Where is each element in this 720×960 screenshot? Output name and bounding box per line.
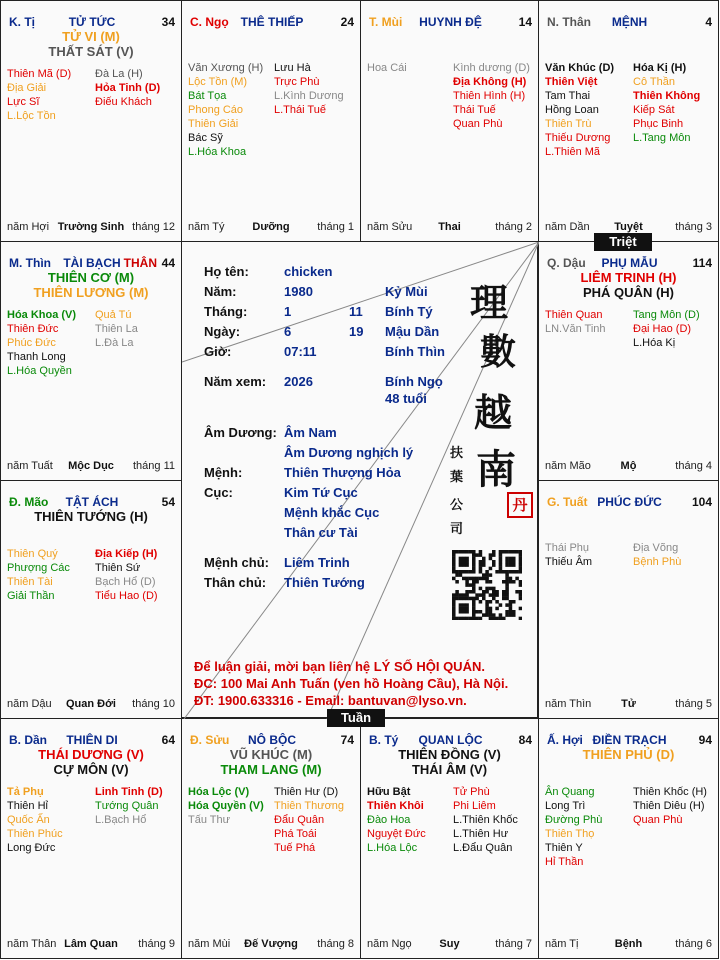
palace-header (547, 15, 712, 31)
palace-ngo[interactable] (181, 0, 361, 242)
year-label: năm Ngọ (367, 938, 412, 950)
star: Địa Giải (7, 82, 47, 94)
calligraphy-char-4: 南 (476, 446, 516, 493)
life-stage: Tử (621, 698, 636, 710)
star: Kiếp Sát (633, 104, 675, 116)
star: Kình dương (D) (453, 62, 530, 74)
palace-number: 64 (161, 733, 175, 747)
life-stage: Dưỡng (252, 221, 290, 233)
triet-marker: Triệt (594, 233, 652, 251)
palace-number: 74 (340, 733, 354, 747)
right-stars (95, 67, 160, 109)
left-stars (7, 308, 76, 378)
than-cu: Thân cư Tài (284, 525, 358, 540)
life-stage: Lâm Quan (64, 938, 118, 950)
star: Lưu Hà (274, 62, 311, 74)
star: Bác Sỹ (188, 132, 223, 144)
right-stars (633, 541, 681, 569)
palace-footer (7, 460, 175, 474)
star: Tuế Phá (274, 842, 316, 854)
star: Văn Xương (H) (188, 62, 264, 74)
main-star: THAM LANG (M) (220, 762, 322, 777)
palace-footer (545, 938, 712, 952)
palace-name: TỬ TỨC (68, 15, 116, 29)
star: Tiểu Hao (D) (95, 590, 158, 602)
star: L.Đà La (95, 337, 134, 349)
star: Hóa Quyền (V) (188, 800, 264, 812)
palace-footer (188, 221, 354, 235)
palace-number: 84 (518, 733, 532, 747)
right-stars (453, 61, 530, 131)
right-stars (274, 785, 344, 855)
month-label: tháng 2 (495, 221, 532, 233)
year-label: năm Mùi (188, 938, 231, 950)
star: Thiếu Âm (545, 556, 593, 568)
palace-name: TẬT ÁCH (65, 495, 119, 509)
life-stage: Suy (439, 938, 460, 950)
star: Địa Không (H) (453, 76, 527, 88)
star: Thái Phụ (545, 542, 590, 554)
year-label: năm Dần (545, 221, 590, 233)
palace-mui[interactable] (360, 0, 539, 242)
info-value: 6 (284, 324, 292, 339)
palace-branch: G. Tuất (547, 495, 588, 509)
star: Đẩu Quân (274, 814, 325, 826)
star: L.Hóa Khoa (188, 146, 247, 158)
star: Hồng Loan (545, 104, 599, 116)
palace-number: 104 (691, 495, 712, 509)
star: Đại Hao (D) (633, 323, 692, 335)
star: Phong Cáo (188, 104, 244, 116)
star: Hoa Cái (367, 62, 407, 74)
month-label: tháng 3 (675, 221, 712, 233)
right-stars (453, 785, 518, 855)
palace-name: THIÊN DI (66, 733, 118, 747)
contact-address: ĐC: 100 Mai Anh Tuấn (ven hồ Hoàng Cầu), Hà Nội. (194, 676, 509, 691)
palace-name: ĐIỀN TRẠCH (592, 733, 667, 747)
palace-number: 24 (340, 15, 354, 29)
palace-suu[interactable] (181, 718, 361, 959)
star: Tướng Quân (95, 800, 159, 812)
star: Quan Phù (453, 118, 503, 130)
info-label: Ngày: (204, 324, 241, 339)
life-stage: Thai (438, 221, 461, 233)
left-stars (367, 785, 426, 855)
star: Tam Thai (545, 90, 591, 102)
star: Hóa Kị (H) (633, 62, 687, 74)
than-chu-label: Thân chủ: (204, 575, 267, 590)
star: Thiên Quan (545, 309, 603, 321)
palace-name: NÔ BỘC (248, 733, 296, 747)
star: Thiếu Dương (545, 132, 611, 144)
right-stars (633, 61, 700, 145)
month-label: tháng 9 (138, 938, 175, 950)
life-stage: Trường Sinh (57, 221, 125, 233)
left-stars (7, 67, 71, 123)
year-label: năm Tý (188, 221, 225, 233)
star: Ân Quang (545, 786, 595, 798)
tuan-marker: Tuần (327, 709, 385, 727)
palace-header (547, 495, 712, 511)
star: Thiên Không (633, 90, 701, 102)
red-seal: 丹 (507, 492, 533, 518)
star: Long Đức (7, 842, 56, 854)
month-label: tháng 4 (675, 460, 712, 472)
palace-number: 34 (161, 15, 175, 29)
star: Cô Thần (633, 76, 675, 88)
main-star: THIÊN CƠ (M) (47, 270, 135, 285)
palace-number: 94 (698, 733, 712, 747)
info-can-chi: Bính Ngọ (385, 374, 443, 389)
side-char-1: 扶 (450, 446, 464, 461)
star: LN.Văn Tinh (545, 323, 606, 335)
palace-branch: Q. Dậu (547, 256, 586, 270)
star: Văn Khúc (D) (545, 62, 615, 74)
left-stars (188, 785, 264, 827)
left-stars (7, 785, 63, 855)
month-label: tháng 5 (675, 698, 712, 710)
life-stage: Bệnh (614, 938, 643, 950)
palace-branch: Ấ. Hợi (547, 733, 583, 747)
palace-branch: M. Thìn (9, 256, 51, 270)
palace-dau[interactable] (538, 241, 719, 481)
age-value: 48 tuổi (385, 391, 427, 406)
star: Địa Kiếp (H) (95, 548, 158, 560)
calligraphy-char-3: 越 (474, 390, 513, 435)
palace-name: THÊ THIẾP (240, 15, 304, 29)
star: Tấu Thư (188, 814, 231, 826)
menh-chu-label: Mệnh chủ: (204, 555, 269, 570)
year-label: năm Mão (545, 460, 591, 472)
left-stars (188, 61, 263, 159)
menh-value: Thiên Thượng Hỏa (284, 465, 401, 480)
left-stars (545, 541, 592, 569)
star: Thiên Hỉ (7, 800, 48, 812)
star: Thiên Đức (7, 323, 59, 335)
star: Bệnh Phù (633, 556, 682, 568)
month-label: tháng 8 (317, 938, 354, 950)
palace-name: TÀI BẠCH (63, 256, 121, 270)
info-label: Năm xem: (204, 374, 267, 389)
palace-branch: Đ. Sửu (190, 733, 230, 747)
palace-footer (545, 460, 712, 474)
right-stars (95, 785, 163, 827)
star: Quả Tú (95, 309, 132, 321)
palace-footer (367, 938, 532, 952)
info-can-chi: Mậu Dần (385, 324, 440, 339)
star: L.Hóa Quyền (7, 365, 72, 377)
main-star: TỬ VI (M) (62, 29, 120, 44)
info-value: 07:11 (284, 344, 317, 359)
palace-footer (367, 221, 532, 235)
star: Đà La (H) (95, 68, 143, 80)
year-label: năm Tuất (7, 460, 53, 472)
right-stars (274, 61, 344, 117)
main-star: CỰ MÔN (V) (53, 762, 129, 777)
main-star: LIÊM TRINH (H) (580, 270, 677, 285)
side-char-3: 公 (450, 498, 464, 513)
qr-code[interactable] (452, 550, 522, 620)
main-star: THIÊN ĐỒNG (V) (398, 747, 501, 762)
right-stars (633, 785, 707, 827)
palace-tuat[interactable] (538, 480, 719, 719)
star: Phục Binh (633, 118, 684, 130)
info-value: 1980 (284, 284, 313, 299)
star: Điếu Khách (95, 96, 152, 108)
calligraphy-char-2: 數 (480, 331, 517, 373)
palace-number: 4 (705, 15, 712, 29)
star: Thiên Mã (D) (7, 68, 72, 80)
right-stars (95, 547, 158, 603)
contact-line-1: Để luận giải, mời bạn liên hệ LÝ SỐ HỘI QUÁN. (194, 659, 485, 674)
star: Bát Tọa (188, 90, 227, 102)
life-stage: Mộc Dục (68, 460, 114, 472)
palace-footer (7, 938, 175, 952)
main-star: THIÊN TƯỚNG (H) (34, 509, 148, 524)
main-star: THÁI DƯƠNG (V) (38, 747, 144, 762)
main-star: THÁI ÂM (V) (411, 762, 488, 777)
palace-footer (7, 221, 175, 235)
palace-branch: N. Thân (547, 15, 591, 29)
info-value: chicken (284, 264, 333, 279)
main-star: THIÊN PHỦ (D) (582, 747, 675, 762)
than-marker: THÂN (123, 256, 157, 270)
left-stars (367, 61, 407, 75)
cuc-label: Cục: (204, 485, 233, 500)
left-stars (545, 308, 606, 336)
month-label: tháng 11 (132, 460, 175, 472)
star: Thanh Long (7, 351, 66, 363)
year-label: năm Dậu (7, 698, 52, 710)
star: Lực Sĩ (7, 96, 40, 108)
side-char-2: 葉 (450, 470, 464, 485)
cuc-value: Kim Tứ Cục (284, 485, 358, 500)
info-value: 1 (284, 304, 292, 319)
info-can-chi: Bính Tý (385, 304, 433, 319)
year-label: năm Thìn (545, 698, 592, 710)
star: Giải Thần (7, 590, 55, 602)
info-can-chi: Kỷ Mùi (385, 284, 428, 299)
palace-ti[interactable] (0, 0, 182, 242)
star: Thiên La (95, 323, 138, 335)
star: Thiên Thọ (545, 828, 595, 840)
info-label: Giờ: (204, 344, 232, 359)
palace-mao[interactable] (0, 480, 182, 719)
palace-footer (7, 698, 175, 712)
month-label: tháng 7 (495, 938, 532, 950)
menh-label: Mệnh: (204, 465, 243, 480)
calligraphy-char-1: 理 (470, 280, 509, 325)
palace-name: PHỤ MẪU (601, 256, 658, 270)
menh-chu-value: Liêm Trinh (284, 555, 350, 570)
star: Nguyệt Đức (367, 828, 426, 840)
main-star: PHÁ QUÂN (H) (583, 285, 674, 300)
am-duong-relation: Âm Dương nghịch lý (284, 445, 414, 460)
star: Thiên Việt (545, 76, 598, 88)
palace-dan[interactable] (0, 718, 182, 959)
palace-header (190, 15, 354, 31)
life-stage: Quan Đới (66, 698, 116, 710)
star: L.Lộc Tồn (7, 110, 56, 122)
side-char-4: 司 (450, 522, 464, 537)
am-duong-value: Âm Nam (284, 425, 337, 440)
star: Phá Toái (274, 828, 317, 840)
cuc-relation: Mệnh khắc Cục (284, 505, 380, 520)
main-star: THẤT SÁT (V) (48, 44, 134, 59)
star: Thiên Thương (274, 800, 345, 812)
star: Phượng Các (7, 562, 70, 574)
palace-number: 54 (161, 495, 175, 509)
palace-hoi[interactable] (538, 718, 719, 959)
right-stars (95, 308, 138, 350)
star: Trực Phù (274, 76, 320, 88)
palace-branch: B. Tý (369, 733, 399, 747)
star: Thiên Trù (545, 118, 592, 130)
star: Thiên Khôi (367, 800, 424, 812)
star: Tả Phụ (7, 786, 44, 798)
year-label: năm Tị (545, 938, 579, 950)
info-lunar: 11 (349, 304, 363, 319)
palace-number: 44 (161, 256, 175, 270)
palace-header (369, 15, 532, 31)
palace-branch: B. Dần (9, 733, 48, 747)
life-stage: Đế Vượng (244, 938, 298, 950)
star: Đào Hoa (367, 814, 411, 826)
info-label: Họ tên: (204, 264, 249, 279)
star: Thiên Khốc (H) (633, 786, 707, 798)
star: L.Kình Dương (274, 90, 344, 102)
star: Quan Phù (633, 814, 683, 826)
palace-branch: T. Mùi (369, 15, 403, 29)
month-label: tháng 12 (132, 221, 175, 233)
year-label: năm Sửu (367, 221, 413, 233)
info-label: Tháng: (204, 304, 248, 319)
star: Phúc Đức (7, 337, 56, 349)
star: Hỏa Tinh (D) (95, 82, 161, 94)
main-star: THIÊN LƯƠNG (M) (33, 285, 149, 300)
left-stars (545, 61, 614, 159)
palace-name: QUAN LỘC (418, 733, 483, 747)
am-duong-label: Âm Dương: (204, 425, 277, 440)
info-can-chi: Bính Thìn (385, 344, 445, 359)
star: Bạch Hổ (D) (95, 576, 156, 588)
star: Thiên Diêu (H) (633, 800, 705, 812)
palace-than[interactable] (538, 0, 719, 242)
star: Thiên Quý (7, 548, 58, 560)
palace-footer (545, 698, 712, 712)
star: Thiên Tài (7, 576, 53, 588)
month-label: tháng 10 (132, 698, 175, 710)
star: Hỉ Thần (545, 856, 584, 868)
star: Phi Liêm (453, 800, 496, 812)
star: Lộc Tồn (M) (188, 76, 248, 88)
palace-footer (188, 938, 354, 952)
palace-thin[interactable] (0, 241, 182, 481)
contact-phone-email: ĐT: 1900.633316 - Email: bantuvan@lyso.vn. (194, 693, 467, 708)
star: Tử Phù (453, 786, 490, 798)
star: L.Hóa Lộc (367, 842, 418, 854)
star: Địa Võng (633, 542, 679, 554)
main-star: VŨ KHÚC (M) (229, 747, 313, 762)
star: Thiên Hư (D) (274, 786, 339, 798)
year-label: năm Hợi (7, 221, 50, 233)
star: Thiên Y (545, 842, 583, 854)
year-label: năm Thân (7, 938, 57, 950)
month-label: tháng 1 (317, 221, 354, 233)
star: L.Thái Tuế (274, 104, 326, 116)
info-lunar: 19 (349, 324, 364, 339)
star: Thiên Sứ (95, 562, 141, 574)
right-stars (633, 308, 700, 350)
star: Tang Môn (D) (633, 309, 700, 321)
palace-name: MỆNH (611, 15, 648, 29)
info-value: 2026 (284, 374, 313, 389)
palace-name: PHÚC ĐỨC (597, 495, 662, 509)
palace-branch: K. Tị (9, 15, 35, 29)
left-stars (545, 785, 602, 869)
palace-branch: Đ. Mão (9, 495, 49, 509)
life-stage: Mộ (620, 460, 637, 472)
palace-number: 14 (518, 15, 532, 29)
star: Linh Tinh (D) (95, 786, 163, 798)
star: L.Bạch Hổ (95, 814, 147, 826)
star: L.Thiên Mã (545, 146, 601, 158)
star: Quốc Ấn (7, 814, 50, 826)
star: Hóa Khoa (V) (7, 309, 77, 321)
star: L.Thiên Khốc (453, 814, 518, 826)
star: Đường Phù (545, 814, 603, 826)
center-info-panel (181, 241, 538, 718)
star: Hóa Lộc (V) (188, 786, 250, 798)
palace-ty[interactable] (360, 718, 539, 959)
star: L.Tang Môn (633, 132, 691, 144)
than-chu-value: Thiên Tướng (284, 575, 365, 590)
star: Long Trì (545, 800, 586, 812)
star: Hữu Bật (367, 786, 411, 798)
star: Thái Tuế (453, 104, 496, 116)
left-stars (7, 547, 70, 603)
star: Thiên Phúc (7, 828, 63, 840)
palace-number: 114 (692, 256, 712, 270)
star: L.Hóa Kị (633, 337, 676, 349)
palace-branch: C. Ngọ (190, 15, 229, 29)
star: Thiên Hình (H) (453, 90, 526, 102)
star: Thiên Giải (188, 118, 239, 130)
month-label: tháng 6 (675, 938, 712, 950)
star: L.Thiên Hư (453, 828, 509, 840)
star: L.Đẩu Quân (453, 842, 513, 854)
life-stage: Tuyệt (614, 221, 643, 233)
palace-name: HUYNH ĐỆ (419, 15, 482, 29)
info-label: Năm: (204, 284, 237, 299)
